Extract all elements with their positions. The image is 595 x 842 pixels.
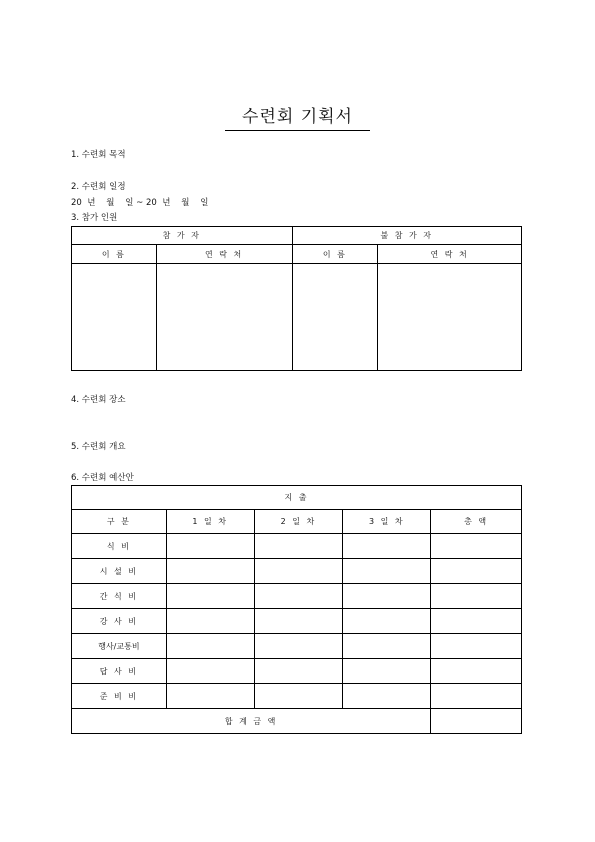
row-label-preparation: 준 비 비 [72,684,167,709]
total-label: 합 계 금 액 [72,709,431,734]
budget-cell[interactable] [343,659,431,684]
expense-header: 지 출 [72,486,522,510]
contact-header: 연 락 처 [156,245,292,264]
budget-cell[interactable] [166,659,254,684]
budget-cell[interactable] [343,534,431,559]
budget-cell[interactable] [254,584,343,609]
section-purpose: 1. 수련회 목적 [71,150,126,160]
budget-cell[interactable] [166,684,254,709]
section-budget: 6. 수련회 예산안 [71,473,134,483]
budget-cell[interactable] [254,659,343,684]
budget-cell[interactable] [166,534,254,559]
section-participants: 3. 참가 인원 [71,213,118,223]
name-header: 이 름 [72,245,157,264]
schedule-date: 20 년 월 일 ~ 20 년 월 일 [71,198,209,208]
budget-cell[interactable] [431,634,522,659]
budget-table [71,485,522,734]
attending-contact-cell[interactable] [156,264,292,371]
row-label-lecturer: 강 사 비 [72,609,167,634]
total-header: 총 액 [431,510,522,534]
row-label-survey: 답 사 비 [72,659,167,684]
not-attending-contact-cell[interactable] [378,264,522,371]
budget-cell[interactable] [431,584,522,609]
budget-cell[interactable] [431,534,522,559]
section-overview: 5. 수련회 개요 [71,442,126,452]
section-place: 4. 수련회 장소 [71,395,126,405]
row-label-facility: 시 설 비 [72,559,167,584]
attending-header: 참 가 자 [72,227,293,245]
category-header: 구 분 [72,510,167,534]
budget-cell[interactable] [431,609,522,634]
day2-header: 2 일 차 [254,510,343,534]
budget-cell[interactable] [166,609,254,634]
document-title: 수련회 기획서 [225,102,370,131]
not-attending-header: 불 참 가 자 [292,227,522,245]
budget-cell[interactable] [166,634,254,659]
day1-header: 1 일 차 [166,510,254,534]
budget-cell[interactable] [343,609,431,634]
budget-cell[interactable] [343,559,431,584]
row-label-event-transport: 행사/교통비 [72,634,167,659]
budget-cell[interactable] [431,684,522,709]
budget-cell[interactable] [254,609,343,634]
budget-cell[interactable] [431,659,522,684]
budget-cell[interactable] [254,634,343,659]
budget-cell[interactable] [254,684,343,709]
budget-cell[interactable] [254,559,343,584]
row-label-meals: 식 비 [72,534,167,559]
budget-cell[interactable] [343,584,431,609]
budget-cell[interactable] [343,634,431,659]
day3-header: 3 일 차 [343,510,431,534]
participants-table [71,226,522,371]
contact-header: 연 락 처 [378,245,522,264]
row-label-snacks: 간 식 비 [72,584,167,609]
budget-cell[interactable] [254,534,343,559]
grand-total-cell[interactable] [431,709,522,734]
budget-cell[interactable] [431,559,522,584]
budget-cell[interactable] [166,584,254,609]
name-header: 이 름 [292,245,378,264]
not-attending-name-cell[interactable] [292,264,378,371]
attending-name-cell[interactable] [72,264,157,371]
section-schedule: 2. 수련회 일정 [71,182,126,192]
budget-cell[interactable] [343,684,431,709]
budget-cell[interactable] [166,559,254,584]
